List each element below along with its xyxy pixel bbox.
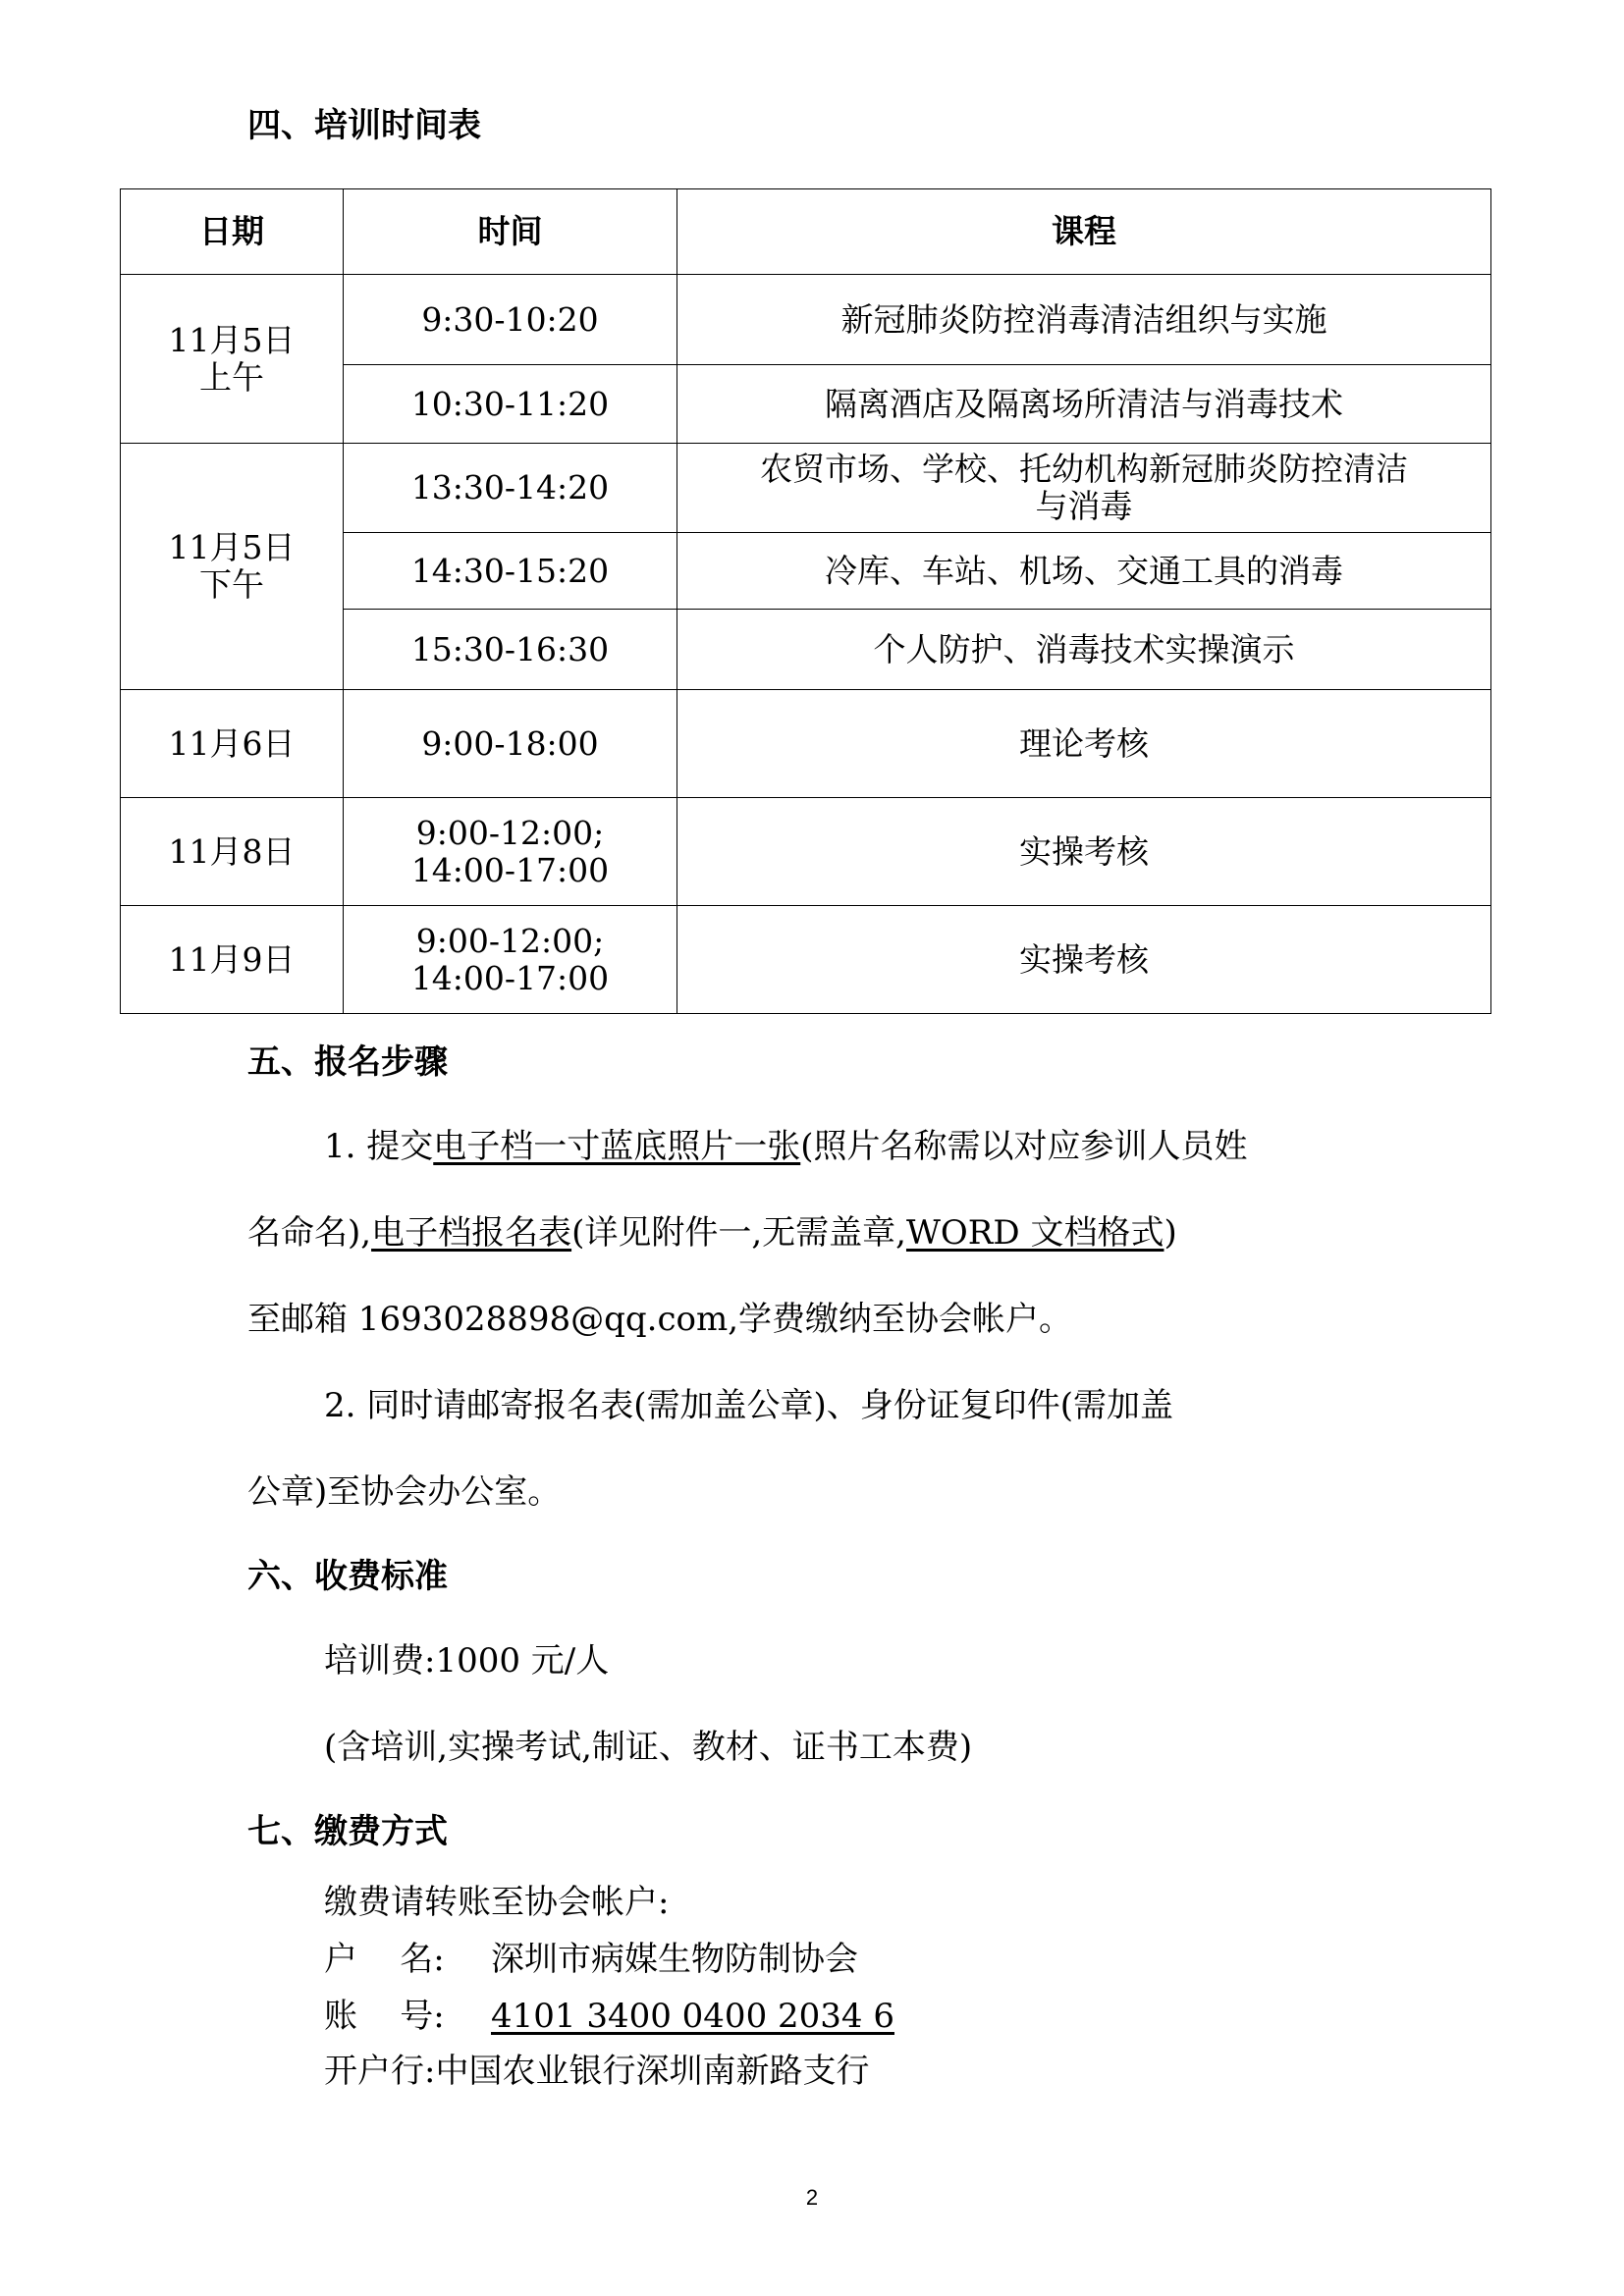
- course-cell: 冷库、车站、机场、交通工具的消毒: [677, 533, 1491, 610]
- training-fee: 培训费:1000 元/人: [324, 1641, 610, 1681]
- page-number: 2: [805, 2185, 819, 2210]
- course-line: 农贸市场、学校、托幼机构新冠肺炎防控清洁: [760, 450, 1408, 488]
- date-cell: 11月8日: [121, 798, 344, 906]
- course-cell: 实操考核: [677, 798, 1491, 906]
- form-requirement: 电子档报名表: [371, 1213, 572, 1253]
- photo-requirement: 电子档一寸蓝底照片一张: [433, 1127, 801, 1166]
- time-cell: [344, 906, 677, 1014]
- time-line: 9:00-12:00;: [415, 813, 605, 852]
- training-schedule-table: [120, 188, 1491, 1014]
- table-row: [121, 690, 1491, 798]
- step1-line3: 至邮箱 1693028898@qq.com,学费缴纳至协会帐户。: [247, 1300, 1073, 1339]
- date-line: 11月5日: [168, 528, 296, 566]
- date-cell: [121, 444, 344, 690]
- time-cell: 9:00-18:00: [344, 690, 677, 798]
- date-cell: 11月6日: [121, 690, 344, 798]
- fee-note: (含培训,实操考试,制证、教材、证书工本费): [324, 1728, 973, 1767]
- time-line: 14:00-17:00: [410, 850, 610, 889]
- step1-text: 名命名),: [247, 1213, 372, 1253]
- time-cell: 9:30-10:20: [344, 275, 677, 365]
- time-cell: 10:30-11:20: [344, 365, 677, 444]
- section4-title: 四、培训时间表: [247, 106, 481, 145]
- account-name-row: [324, 1940, 858, 1979]
- table-row: [121, 275, 1491, 365]
- account-name-value: 深圳市病媒生物防制协会: [491, 1940, 858, 1979]
- time-cell: [344, 798, 677, 906]
- header-time: 时间: [344, 189, 677, 275]
- bank-row: [324, 2052, 869, 2091]
- account-number-label: 账 号:: [324, 1997, 445, 2036]
- time-cell: 14:30-15:20: [344, 533, 677, 610]
- step1-line1: [324, 1127, 1248, 1166]
- photo-note: (照片名称需以对应参训人员姓: [800, 1127, 1248, 1166]
- course-cell: [677, 444, 1491, 533]
- course-line: 与消毒: [1035, 487, 1133, 525]
- section7-title: 七、缴费方式: [247, 1812, 448, 1851]
- step1-line2: [247, 1213, 1177, 1253]
- table-row: [121, 798, 1491, 906]
- payment-intro: 缴费请转账至协会帐户:: [324, 1883, 670, 1922]
- time-line: 14:00-17:00: [410, 958, 610, 997]
- section6-title: 六、收费标准: [247, 1557, 448, 1596]
- step1-prefix: 1. 提交: [324, 1127, 434, 1166]
- date-line: 11月5日: [168, 320, 296, 359]
- bank-value: 中国农业银行深圳南新路支行: [435, 2052, 870, 2091]
- date-period: 上午: [199, 357, 264, 397]
- time-line: 9:00-12:00;: [415, 921, 605, 960]
- date-cell: 11月9日: [121, 906, 344, 1014]
- step2-line1: 2. 同时请邮寄报名表(需加盖公章)、身份证复印件(需加盖: [324, 1386, 1174, 1425]
- table-header-row: [121, 189, 1491, 275]
- table-row: [121, 906, 1491, 1014]
- account-name-label: 户 名:: [324, 1940, 445, 1979]
- account-number-row: [324, 1997, 894, 2036]
- time-cell: 15:30-16:30: [344, 610, 677, 690]
- course-cell: 新冠肺炎防控消毒清洁组织与实施: [677, 275, 1491, 365]
- bank-label: 开户行:: [324, 2052, 436, 2091]
- section5-title: 五、报名步骤: [247, 1042, 448, 1082]
- course-cell: 实操考核: [677, 906, 1491, 1014]
- form-note: (详见附件一,无需盖章,: [571, 1213, 906, 1253]
- course-cell: 个人防护、消毒技术实操演示: [677, 610, 1491, 690]
- date-period: 下午: [199, 565, 264, 604]
- word-format: WORD 文档格式: [905, 1213, 1164, 1253]
- account-number-value: 4101 3400 0400 2034 6: [491, 1997, 894, 2036]
- table-row: [121, 444, 1491, 533]
- date-cell: [121, 275, 344, 444]
- time-cell: 13:30-14:20: [344, 444, 677, 533]
- header-date: 日期: [121, 189, 344, 275]
- course-cell: 隔离酒店及隔离场所清洁与消毒技术: [677, 365, 1491, 444]
- step1-close: ): [1164, 1213, 1177, 1253]
- header-course: 课程: [677, 189, 1491, 275]
- step2-line2: 公章)至协会办公室。: [247, 1472, 562, 1512]
- course-cell: 理论考核: [677, 690, 1491, 798]
